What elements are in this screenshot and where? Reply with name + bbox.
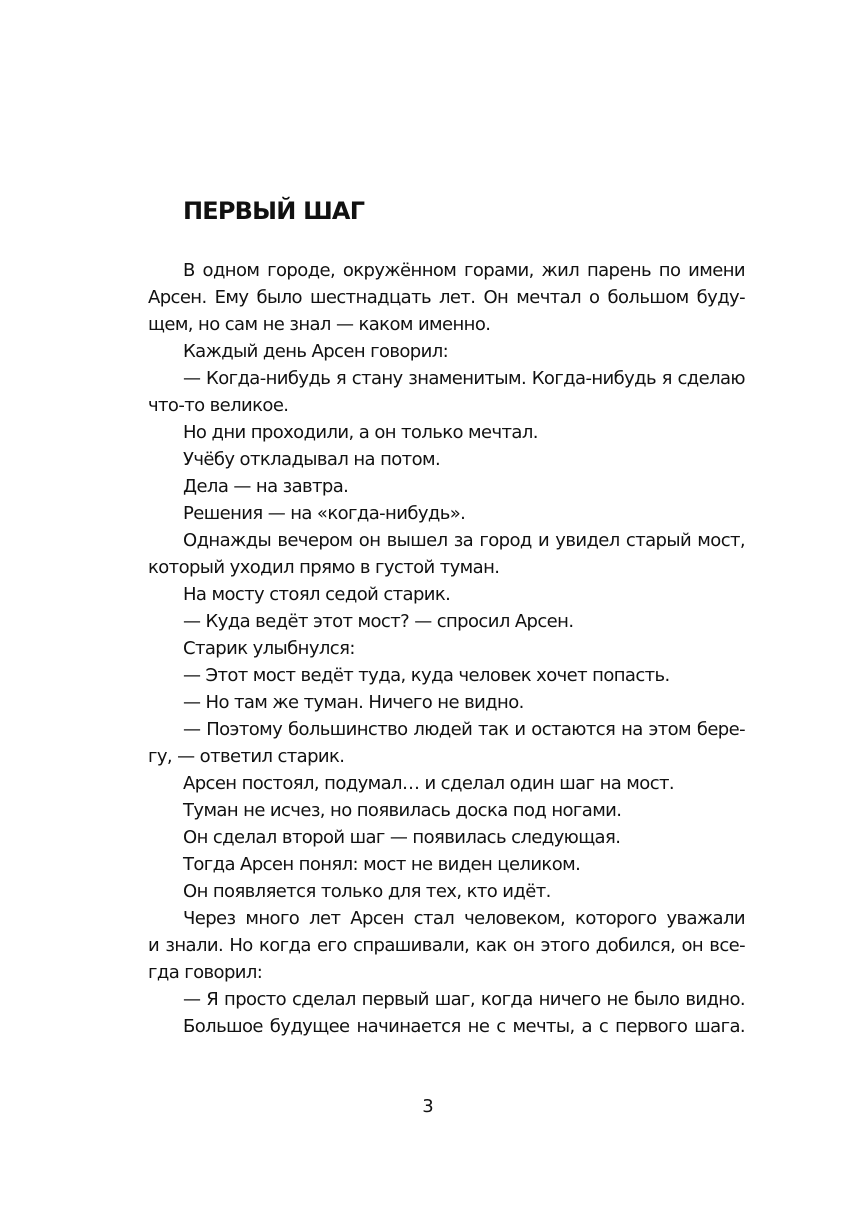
chapter-title: ПЕРВЫЙ ШАГ <box>183 197 365 225</box>
text-line: Большое будущее начинается не с мечты, а с первого шага. <box>183 1016 745 1037</box>
text-line: — Когда-нибудь я стану знаменитым. Когда-нибудь я сделаю <box>183 368 745 389</box>
text-line: Арсен постоял, подумал… и сделал один шаг на мост. <box>183 773 675 794</box>
text-line: гу, — ответил старик. <box>148 746 345 767</box>
text-line: гда говорил: <box>148 962 263 983</box>
text-line: — Куда ведёт этот мост? — спросил Арсен. <box>183 611 574 632</box>
text-line: Арсен. Ему было шестнадцать лет. Он мечтал о большом буду- <box>148 287 745 308</box>
page-number: 3 <box>422 1096 434 1117</box>
text-line: Но дни проходили, а он только мечтал. <box>183 422 538 443</box>
text-line: Старик улыбнулся: <box>183 638 355 659</box>
text-line: — Но там же туман. Ничего не видно. <box>183 692 524 713</box>
text-line: Каждый день Арсен говорил: <box>183 341 449 362</box>
text-line: что-то великое. <box>148 395 289 416</box>
text-line: Однажды вечером он вышел за город и увидел старый мост, <box>183 530 745 551</box>
text-line: Туман не исчез, но появилась доска под ногами. <box>183 800 622 821</box>
text-line: Через много лет Арсен стал человеком, которого уважали <box>183 908 745 929</box>
text-line: — Поэтому большинство людей так и остаются на этом бере- <box>183 719 745 740</box>
text-line: Учёбу откладывал на потом. <box>183 449 441 470</box>
text-line: Дела — на завтра. <box>183 476 349 497</box>
text-line: который уходил прямо в густой туман. <box>148 557 500 578</box>
text-line: В одном городе, окружённом горами, жил парень по имени <box>183 260 745 281</box>
chapter-body <box>148 257 745 1040</box>
text-line: Тогда Арсен понял: мост не виден целиком. <box>183 854 581 875</box>
text-line: Он сделал второй шаг — появилась следующая. <box>183 827 621 848</box>
text-line: На мосту стоял седой старик. <box>183 584 451 605</box>
text-line: — Я просто сделал первый шаг, когда ничего не было видно. <box>183 989 745 1010</box>
text-line: щем, но сам не знал — каком именно. <box>148 314 491 335</box>
text-line: Он появляется только для тех, кто идёт. <box>183 881 551 902</box>
text-line: Решения — на «когда-нибудь». <box>183 503 466 524</box>
text-line: и знали. Но когда его спрашивали, как он этого добился, он все- <box>148 935 745 956</box>
text-line: — Этот мост ведёт туда, куда человек хочет попасть. <box>183 665 670 686</box>
